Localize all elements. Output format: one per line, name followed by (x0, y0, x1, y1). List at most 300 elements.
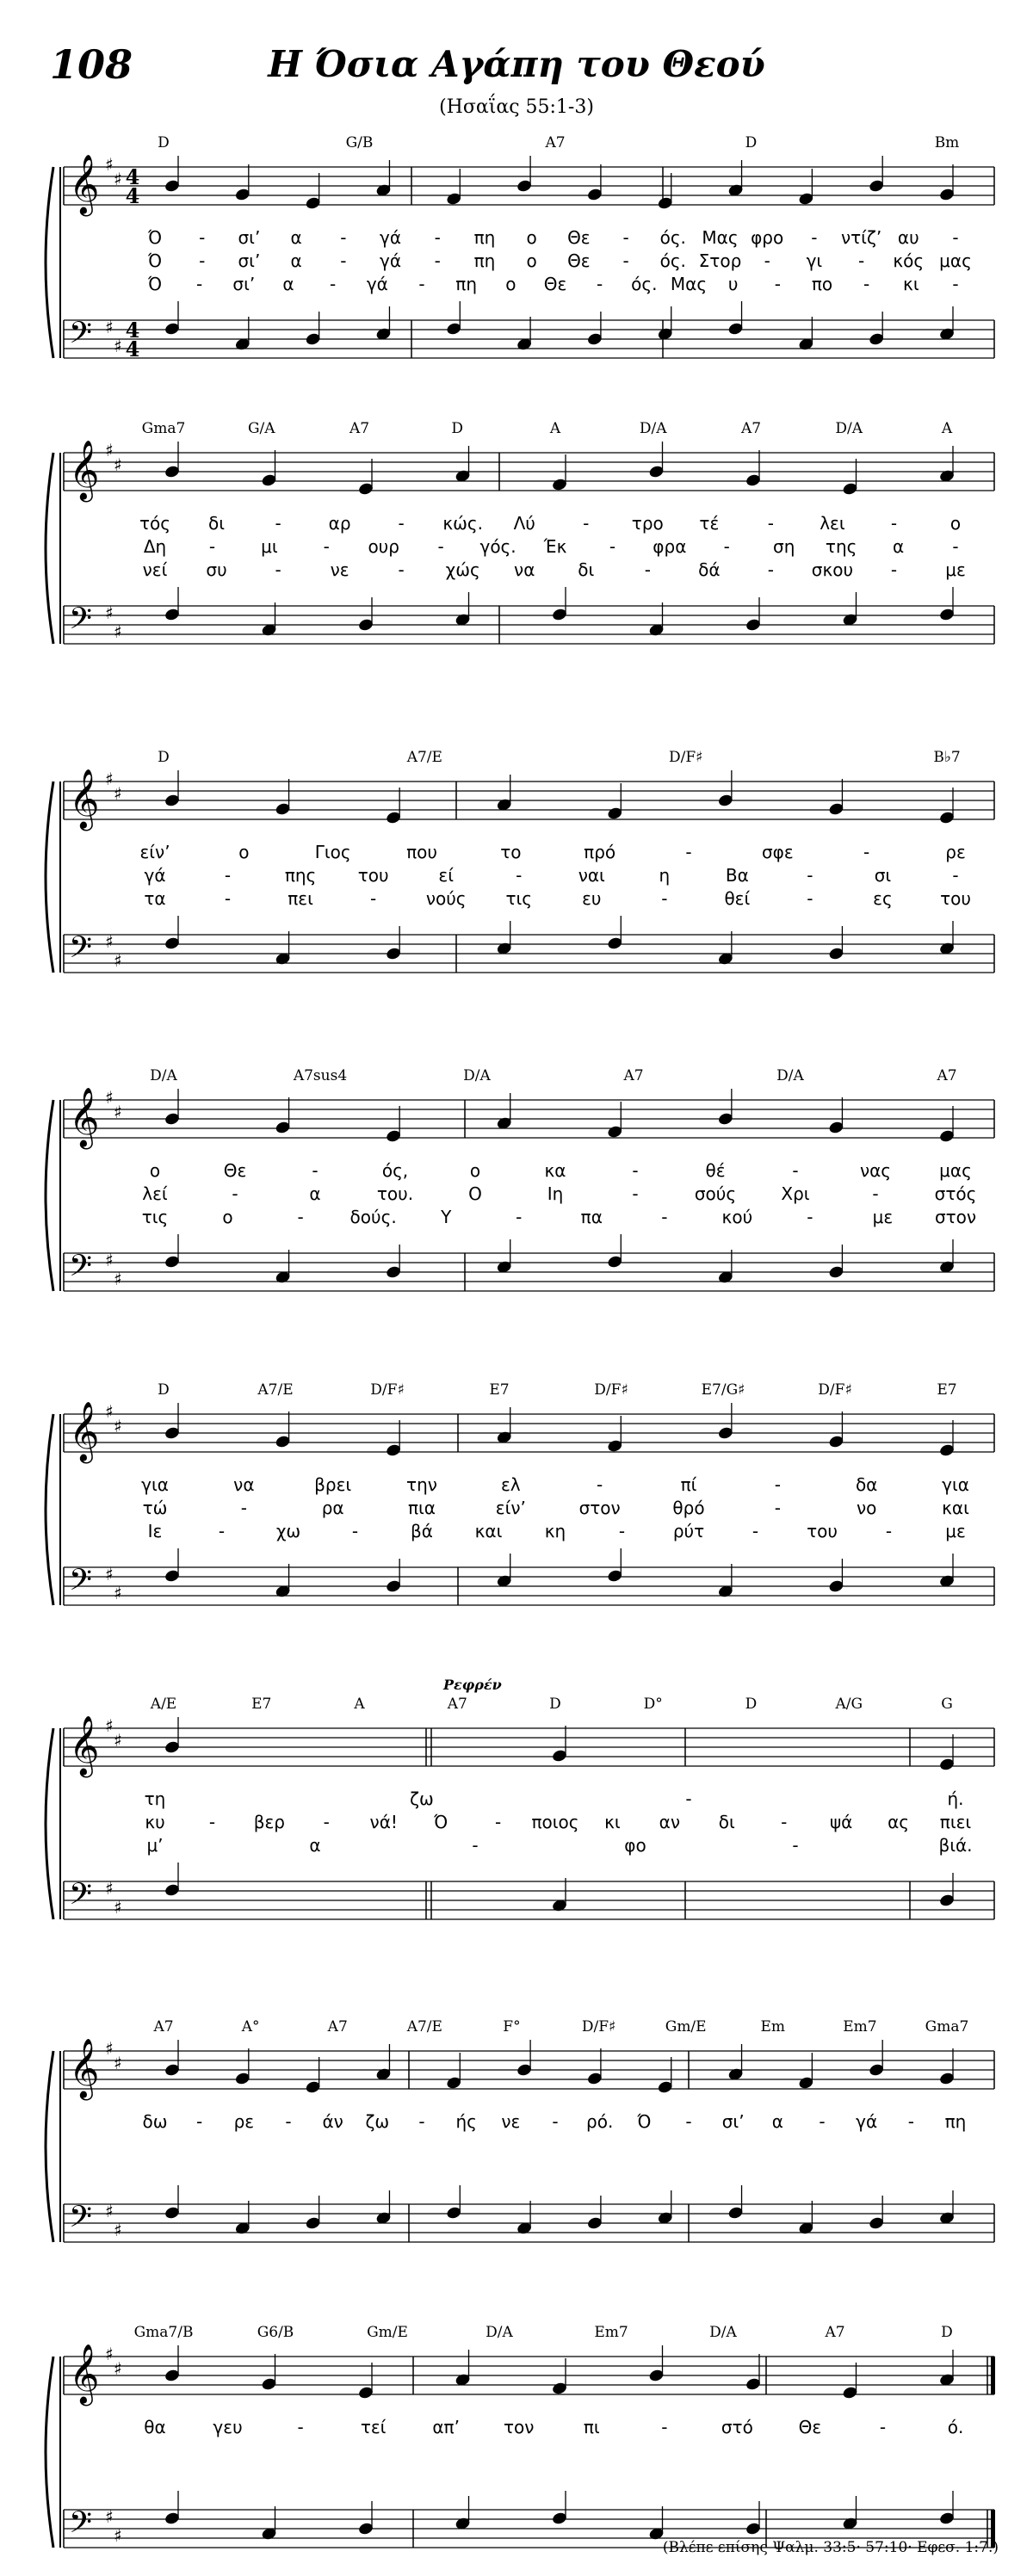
lyric-syllable: γά (380, 227, 402, 248)
chord-symbol: D (451, 420, 464, 437)
chord-symbol: D/A (486, 2324, 513, 2341)
treble-clef-icon: 𝄞 (69, 2344, 100, 2404)
time-signature: 4 (125, 183, 140, 208)
lyric-syllable: Ό (147, 274, 163, 294)
lyric-syllable: ής (455, 2111, 477, 2132)
chord-symbol: D (158, 1381, 170, 1399)
treble-clef-icon: 𝄞 (69, 154, 100, 214)
lyric-syllable: είν’ (139, 842, 170, 862)
lyric-syllable: - (323, 536, 330, 557)
chord-symbol: Gm/E (665, 2018, 707, 2035)
lyric-syllable: αρ (328, 513, 351, 534)
treble-clef-icon: 𝄞 (69, 440, 100, 500)
chord-symbol: D/F♯ (594, 1381, 628, 1399)
chord-symbol: A7/E (406, 749, 442, 766)
lyric-syllable: Θε (223, 1160, 247, 1181)
lyric-syllable: τη (144, 1788, 166, 1809)
lyric-syllable: - (792, 1835, 799, 1856)
lyric-syllable: ο (238, 842, 250, 862)
sharp-icon: ♯ (105, 2506, 114, 2527)
lyric-syllable: Υ (441, 1207, 452, 1227)
lyric-syllable: - (807, 888, 813, 909)
lyric-syllable: - (224, 888, 232, 909)
lyric-syllable: νεί (142, 559, 168, 580)
lyric-syllable: Στορ (698, 250, 742, 271)
lyric-syllable: Θε (798, 2417, 822, 2437)
bass-clef-icon: 𝄢 (69, 315, 93, 357)
lyric-syllable: ζω (365, 2111, 390, 2132)
lyric-syllable: - (297, 1207, 304, 1227)
system-brace (46, 2357, 53, 2548)
lyric-syllable: - (872, 1183, 879, 1204)
sharp-icon: ♯ (105, 1401, 114, 1422)
lyric-syllable: κα (544, 1160, 566, 1181)
lyric-syllable: - (857, 250, 865, 271)
score-system (0, 1678, 1033, 1971)
lyric-syllable: - (398, 513, 405, 534)
sharp-icon: ♯ (105, 154, 114, 175)
treble-staff (64, 2344, 995, 2406)
sharp-icon: ♯ (105, 931, 114, 952)
lyric-syllable: τον (503, 2417, 535, 2437)
chord-symbol: D (941, 2324, 953, 2341)
lyric-syllable: θεί (724, 888, 751, 909)
lyric-syllable: - (632, 1183, 639, 1204)
bass-clef-icon: 𝄢 (69, 2199, 93, 2241)
lyric-syllable: τέ (699, 513, 720, 534)
sharp-icon: ♯ (114, 1730, 122, 1751)
chord-symbol: G6/B (257, 2324, 294, 2341)
lyric-syllable: - (196, 2111, 203, 2132)
sharp-icon: ♯ (105, 1087, 114, 1108)
sharp-icon: ♯ (105, 440, 114, 460)
chord-symbol: A7 (825, 2324, 845, 2341)
lyric-syllable: φο (624, 1835, 646, 1856)
system-brace (46, 167, 53, 358)
lyric-syllable: ρα (321, 1498, 344, 1518)
lyric-syllable: με (945, 1521, 966, 1541)
lyric-syllable: - (819, 2111, 826, 2132)
lyric-syllable: για (942, 1474, 969, 1495)
chord-symbol: Gma7 (925, 2018, 969, 2035)
sharp-icon: ♯ (114, 454, 122, 475)
lyric-syllable: - (275, 513, 281, 534)
lyric-syllable: - (811, 227, 818, 248)
lyric-syllable: - (644, 559, 651, 580)
lyric-syllable: νούς (425, 888, 467, 909)
lyric-syllable: α (892, 536, 905, 557)
lyric-syllable: γά (366, 274, 388, 294)
treble-staff (64, 1715, 994, 1777)
bass-clef-icon: 𝄢 (69, 2505, 93, 2547)
lyric-syllable: κώς. (442, 513, 484, 534)
sharp-icon: ♯ (114, 950, 122, 971)
lyric-syllable: ός, (381, 1160, 409, 1181)
treble-staff (64, 1401, 994, 1463)
lyric-syllable: μι (261, 536, 278, 557)
lyric-syllable: α (309, 1835, 321, 1856)
lyric-syllable: - (597, 274, 603, 294)
lyric-syllable: α (290, 250, 302, 271)
sharp-icon: ♯ (114, 336, 122, 356)
lyric-syllable: ρε (233, 2111, 255, 2132)
chord-symbol: A7 (349, 420, 370, 437)
chord-symbol: Em7 (594, 2324, 628, 2341)
lyric-syllable: να (233, 1474, 255, 1495)
lyric-syllable: - (879, 2417, 887, 2437)
lyric-syllable: - (622, 227, 629, 248)
lyric-syllable: θέ (705, 1160, 726, 1181)
system-brace (46, 781, 53, 973)
chord-symbol: A (941, 420, 953, 437)
sharp-icon: ♯ (105, 769, 114, 789)
lyric-syllable: με (872, 1207, 894, 1227)
lyric-syllable: α (309, 1183, 321, 1204)
lyric-syllable: - (224, 865, 232, 886)
chord-symbol: D/A (709, 2324, 737, 2341)
lyric-syllable: Δη (143, 536, 167, 557)
lyric-syllable: Ό (147, 227, 163, 248)
lyric-syllable: σι (874, 865, 892, 886)
lyric-syllable: - (890, 513, 898, 534)
score-system (0, 1364, 1033, 1657)
treble-staff (64, 440, 994, 502)
bass-clef-icon: 𝄢 (69, 1248, 93, 1290)
lyric-syllable: - (583, 513, 590, 534)
lyric-syllable: βρει (314, 1474, 352, 1495)
lyric-syllable: τα (144, 888, 166, 909)
lyric-syllable: πο (811, 274, 833, 294)
lyric-syllable: ός. (659, 250, 686, 271)
sharp-icon: ♯ (114, 783, 122, 804)
lyric-syllable: ο (222, 1207, 233, 1227)
chord-symbol: Bm (934, 134, 960, 151)
chord-symbol: A7/E (257, 1381, 294, 1399)
bass-staff (64, 315, 994, 361)
bass-clef-icon: 𝄢 (69, 1562, 93, 1604)
lyric-syllable: - (632, 1160, 639, 1181)
lyric-syllable: - (208, 536, 216, 557)
chord-symbol: D (745, 134, 758, 151)
chord-symbol: E7 (489, 1381, 510, 1399)
lyric-syllable: αυ (897, 227, 919, 248)
lyric-syllable: Βα (725, 865, 749, 886)
chord-symbol: A7 (447, 1696, 467, 1713)
lyric-syllable: τώ (142, 1498, 168, 1518)
lyric-syllable: ση (773, 536, 795, 557)
lyric-syllable: του (940, 888, 971, 909)
lyric-syllable: γά (144, 865, 166, 886)
sharp-icon: ♯ (105, 1564, 114, 1585)
lyric-syllable: τρο (631, 513, 664, 534)
lyric-syllable: πρό (584, 842, 616, 862)
chord-symbol: E7 (937, 1381, 957, 1399)
chord-symbol: F° (503, 2018, 521, 2035)
sharp-icon: ♯ (105, 1715, 114, 1736)
lyric-syllable: τις (505, 888, 532, 909)
footnote: (Βλέπε επίσης Ψαλμ. 33:5· 57:10· Εφεσ. 1:7.) (662, 2539, 999, 2556)
bass-staff (64, 2199, 994, 2242)
lyric-syllable: ρύτ (672, 1521, 705, 1541)
lyric-syllable: νας (859, 1160, 892, 1181)
lyric-syllable: λει (820, 513, 845, 534)
lyric-syllable: σι’ (232, 274, 256, 294)
lyric-syllable: - (952, 227, 959, 248)
lyric-syllable: φρο (751, 227, 784, 248)
lyric-syllable: σφε (761, 842, 794, 862)
treble-clef-icon: 𝄞 (69, 1401, 100, 1461)
treble-clef-icon: 𝄞 (69, 2038, 100, 2098)
lyric-syllable: ή. (947, 1788, 964, 1809)
lyric-syllable: κη (544, 1521, 566, 1541)
lyric-syllable: πης (284, 865, 317, 886)
sharp-icon: ♯ (114, 2358, 122, 2379)
lyric-syllable: - (952, 274, 959, 294)
lyric-syllable: - (199, 227, 206, 248)
lyric-syllable: μ’ (146, 1835, 164, 1856)
lyric-syllable: Ό (434, 1812, 448, 1832)
bass-staff (64, 1248, 994, 1291)
lyric-syllable: Θε (543, 274, 567, 294)
lyric-syllable: - (685, 2111, 692, 2132)
lyric-syllable: - (398, 559, 405, 580)
lyric-syllable: τις (141, 1207, 169, 1227)
lyric-syllable: κι (604, 1812, 621, 1832)
chord-symbol: A7 (153, 2018, 174, 2035)
lyric-syllable: βά (411, 1521, 433, 1541)
system-brace (46, 1100, 53, 1291)
lyric-syllable: πι (583, 2417, 600, 2437)
chord-symbol: D (745, 1696, 758, 1713)
chord-symbol: A7 (327, 2018, 348, 2035)
lyric-syllable: ποιος (531, 1812, 579, 1832)
lyric-syllable: πιει (939, 1812, 972, 1832)
chord-symbol: D° (643, 1696, 663, 1713)
lyric-syllable: μας (939, 1160, 972, 1181)
lyric-syllable: δά (698, 559, 721, 580)
sharp-icon: ♯ (105, 2201, 114, 2221)
lyric-syllable: - (885, 1521, 893, 1541)
lyric-syllable: - (351, 1521, 359, 1541)
lyric-syllable: - (752, 1521, 759, 1541)
lyric-syllable: Χρι (781, 1183, 810, 1204)
lyric-syllable: - (774, 1498, 781, 1518)
lyric-syllable: ελ (501, 1474, 521, 1495)
lyric-syllable: πη (455, 274, 478, 294)
lyric-syllable: ας (888, 1812, 910, 1832)
chord-symbol: A7 (740, 420, 762, 437)
lyric-syllable: κός (893, 250, 925, 271)
lyric-syllable: σι’ (721, 2111, 745, 2132)
score-system (0, 117, 1033, 410)
system-brace (46, 1414, 53, 1605)
sharp-icon: ♯ (105, 1250, 114, 1270)
chord-symbol: D/F♯ (818, 1381, 852, 1399)
chord-symbol: A° (241, 2018, 260, 2035)
lyric-syllable: - (240, 1498, 247, 1518)
lyric-syllable: γι (806, 250, 823, 271)
time-signature: 4 (125, 164, 140, 189)
staff-lines (0, 2001, 1033, 2276)
lyric-syllable: πια (408, 1498, 436, 1518)
chord-symbol: E7/G♯ (701, 1381, 745, 1399)
score-system (0, 2001, 1033, 2276)
chord-symbol: A7/E (406, 2018, 442, 2035)
bass-clef-icon: 𝄢 (69, 1876, 93, 1918)
lyric-syllable: αν (659, 1812, 681, 1832)
lyric-syllable: πη (473, 227, 496, 248)
lyric-syllable: ντίζ’ (840, 227, 882, 248)
lyric-syllable: σι’ (238, 250, 261, 271)
lyric-syllable: ο (469, 1160, 481, 1181)
lyric-syllable: ρε (945, 842, 966, 862)
sharp-icon: ♯ (114, 169, 122, 189)
chord-symbol: A7 (545, 134, 566, 151)
chord-symbol: A7 (623, 1067, 644, 1084)
lyric-syllable: - (437, 536, 444, 557)
lyric-syllable: - (472, 1835, 479, 1856)
hymn-number: 108 (50, 41, 133, 88)
chord-symbol: G/A (247, 420, 275, 437)
lyric-syllable: πει (288, 888, 313, 909)
lyric-syllable: γός. (479, 536, 516, 557)
lyric-syllable: - (781, 1812, 788, 1832)
lyric-syllable: απ’ (432, 2417, 460, 2437)
lyric-syllable: α (290, 227, 302, 248)
lyric-syllable: - (196, 274, 203, 294)
lyric-syllable: του (357, 865, 389, 886)
lyric-syllable: Ό (637, 2111, 652, 2132)
lyric-syllable: ο (505, 274, 516, 294)
lyric-syllable: ναι (578, 865, 605, 886)
lyric-syllable: - (494, 1812, 502, 1832)
lyric-syllable: - (622, 250, 629, 271)
lyric-syllable: είν’ (495, 1498, 526, 1518)
sharp-icon: ♯ (114, 2220, 122, 2240)
treble-clef-icon: 𝄞 (69, 769, 100, 829)
lyric-syllable: - (597, 1474, 603, 1495)
lyric-syllable: - (723, 536, 730, 557)
lyric-syllable: πί (680, 1474, 697, 1495)
time-signature: 4 (125, 318, 140, 343)
chord-symbol: Gma7 (141, 420, 186, 437)
lyric-syllable: - (661, 2417, 668, 2437)
lyric-syllable: για (141, 1474, 169, 1495)
lyric-syllable: βερ (253, 1812, 285, 1832)
section-label: Ρεφρέν (443, 1677, 502, 1693)
lyric-syllable: ες (873, 888, 893, 909)
lyric-syllable: η (659, 865, 671, 886)
sharp-icon: ♯ (105, 2038, 114, 2059)
lyric-syllable: - (685, 1788, 692, 1809)
sharp-icon: ♯ (105, 602, 114, 623)
chord-symbol: G/B (345, 134, 374, 151)
lyric-syllable: μας (939, 250, 972, 271)
lyric-syllable: Ό (147, 250, 163, 271)
lyric-syllable: - (330, 274, 337, 294)
lyric-syllable: φρα (653, 536, 687, 557)
sharp-icon: ♯ (114, 1102, 122, 1122)
lyric-syllable: νο (856, 1498, 877, 1518)
score-system (0, 1050, 1033, 1343)
bass-staff (64, 1562, 994, 1605)
lyric-syllable: της (825, 536, 857, 557)
system-brace (46, 453, 53, 644)
lyric-syllable: - (323, 1812, 330, 1832)
chord-symbol: D/A (835, 420, 863, 437)
bass-staff (64, 1876, 994, 1919)
chord-symbol: D (549, 1696, 561, 1713)
lyric-syllable: - (297, 2417, 304, 2437)
scripture-reference: (Ησαΐας 55:1-3) (439, 96, 594, 118)
lyric-syllable: υ (727, 274, 739, 294)
lyric-syllable: - (516, 865, 523, 886)
bass-clef-icon: 𝄢 (69, 930, 93, 972)
lyric-syllable: το (500, 842, 522, 862)
chord-symbol: Gma7/B (133, 2324, 194, 2341)
sharp-icon: ♯ (114, 621, 122, 642)
lyric-syllable: δω (142, 2111, 168, 2132)
lyric-syllable: κι (903, 274, 919, 294)
chord-symbol: A/G (835, 1696, 863, 1713)
chord-symbol: E7 (251, 1696, 272, 1713)
lyric-syllable: Θε (567, 250, 591, 271)
lyric-syllable: Ιη (547, 1183, 564, 1204)
lyric-syllable: Έκ (543, 536, 567, 557)
lyric-syllable: - (418, 274, 425, 294)
lyric-syllable: - (434, 250, 441, 271)
lyric-syllable: - (340, 227, 347, 248)
lyric-syllable: σούς (694, 1183, 737, 1204)
lyric-syllable: - (661, 1207, 668, 1227)
chord-symbol: D/A (150, 1067, 177, 1084)
bass-clef-icon: 𝄢 (69, 601, 93, 643)
lyric-syllable: - (340, 250, 347, 271)
sharp-icon: ♯ (114, 2053, 122, 2073)
chord-symbol: Em (760, 2018, 786, 2035)
lyric-syllable: στό (721, 2417, 753, 2437)
lyric-syllable: Ο (468, 1183, 482, 1204)
lyric-syllable: - (952, 536, 959, 557)
chord-symbol: A7 (937, 1067, 957, 1084)
sharp-icon: ♯ (105, 317, 114, 337)
lyric-syllable: ο (526, 227, 537, 248)
lyric-syllable: ψά (829, 1812, 853, 1832)
lyric-syllable: - (218, 1521, 226, 1541)
lyric-syllable: στός (934, 1183, 977, 1204)
lyric-syllable: Λύ (513, 513, 535, 534)
chord-symbol: G (941, 1696, 953, 1713)
lyric-syllable: - (807, 1207, 813, 1227)
treble-staff (64, 1087, 994, 1149)
lyric-syllable: - (661, 888, 668, 909)
lyric-syllable: ο (526, 250, 537, 271)
lyric-syllable: δι (208, 513, 226, 534)
lyric-syllable: Μας (702, 227, 739, 248)
lyric-syllable: νά! (369, 1812, 398, 1832)
lyric-syllable: με (945, 559, 966, 580)
lyric-syllable: - (199, 250, 206, 271)
lyric-syllable: κού (721, 1207, 753, 1227)
lyric-syllable: σκου (811, 559, 854, 580)
lyric-syllable: α (771, 2111, 783, 2132)
lyric-syllable: θρό (672, 1498, 705, 1518)
lyric-syllable: στον (578, 1498, 621, 1518)
lyric-syllable: - (285, 2111, 292, 2132)
lyric-syllable: - (370, 888, 377, 909)
lyric-syllable: σι’ (238, 227, 261, 248)
bass-staff (64, 930, 994, 973)
